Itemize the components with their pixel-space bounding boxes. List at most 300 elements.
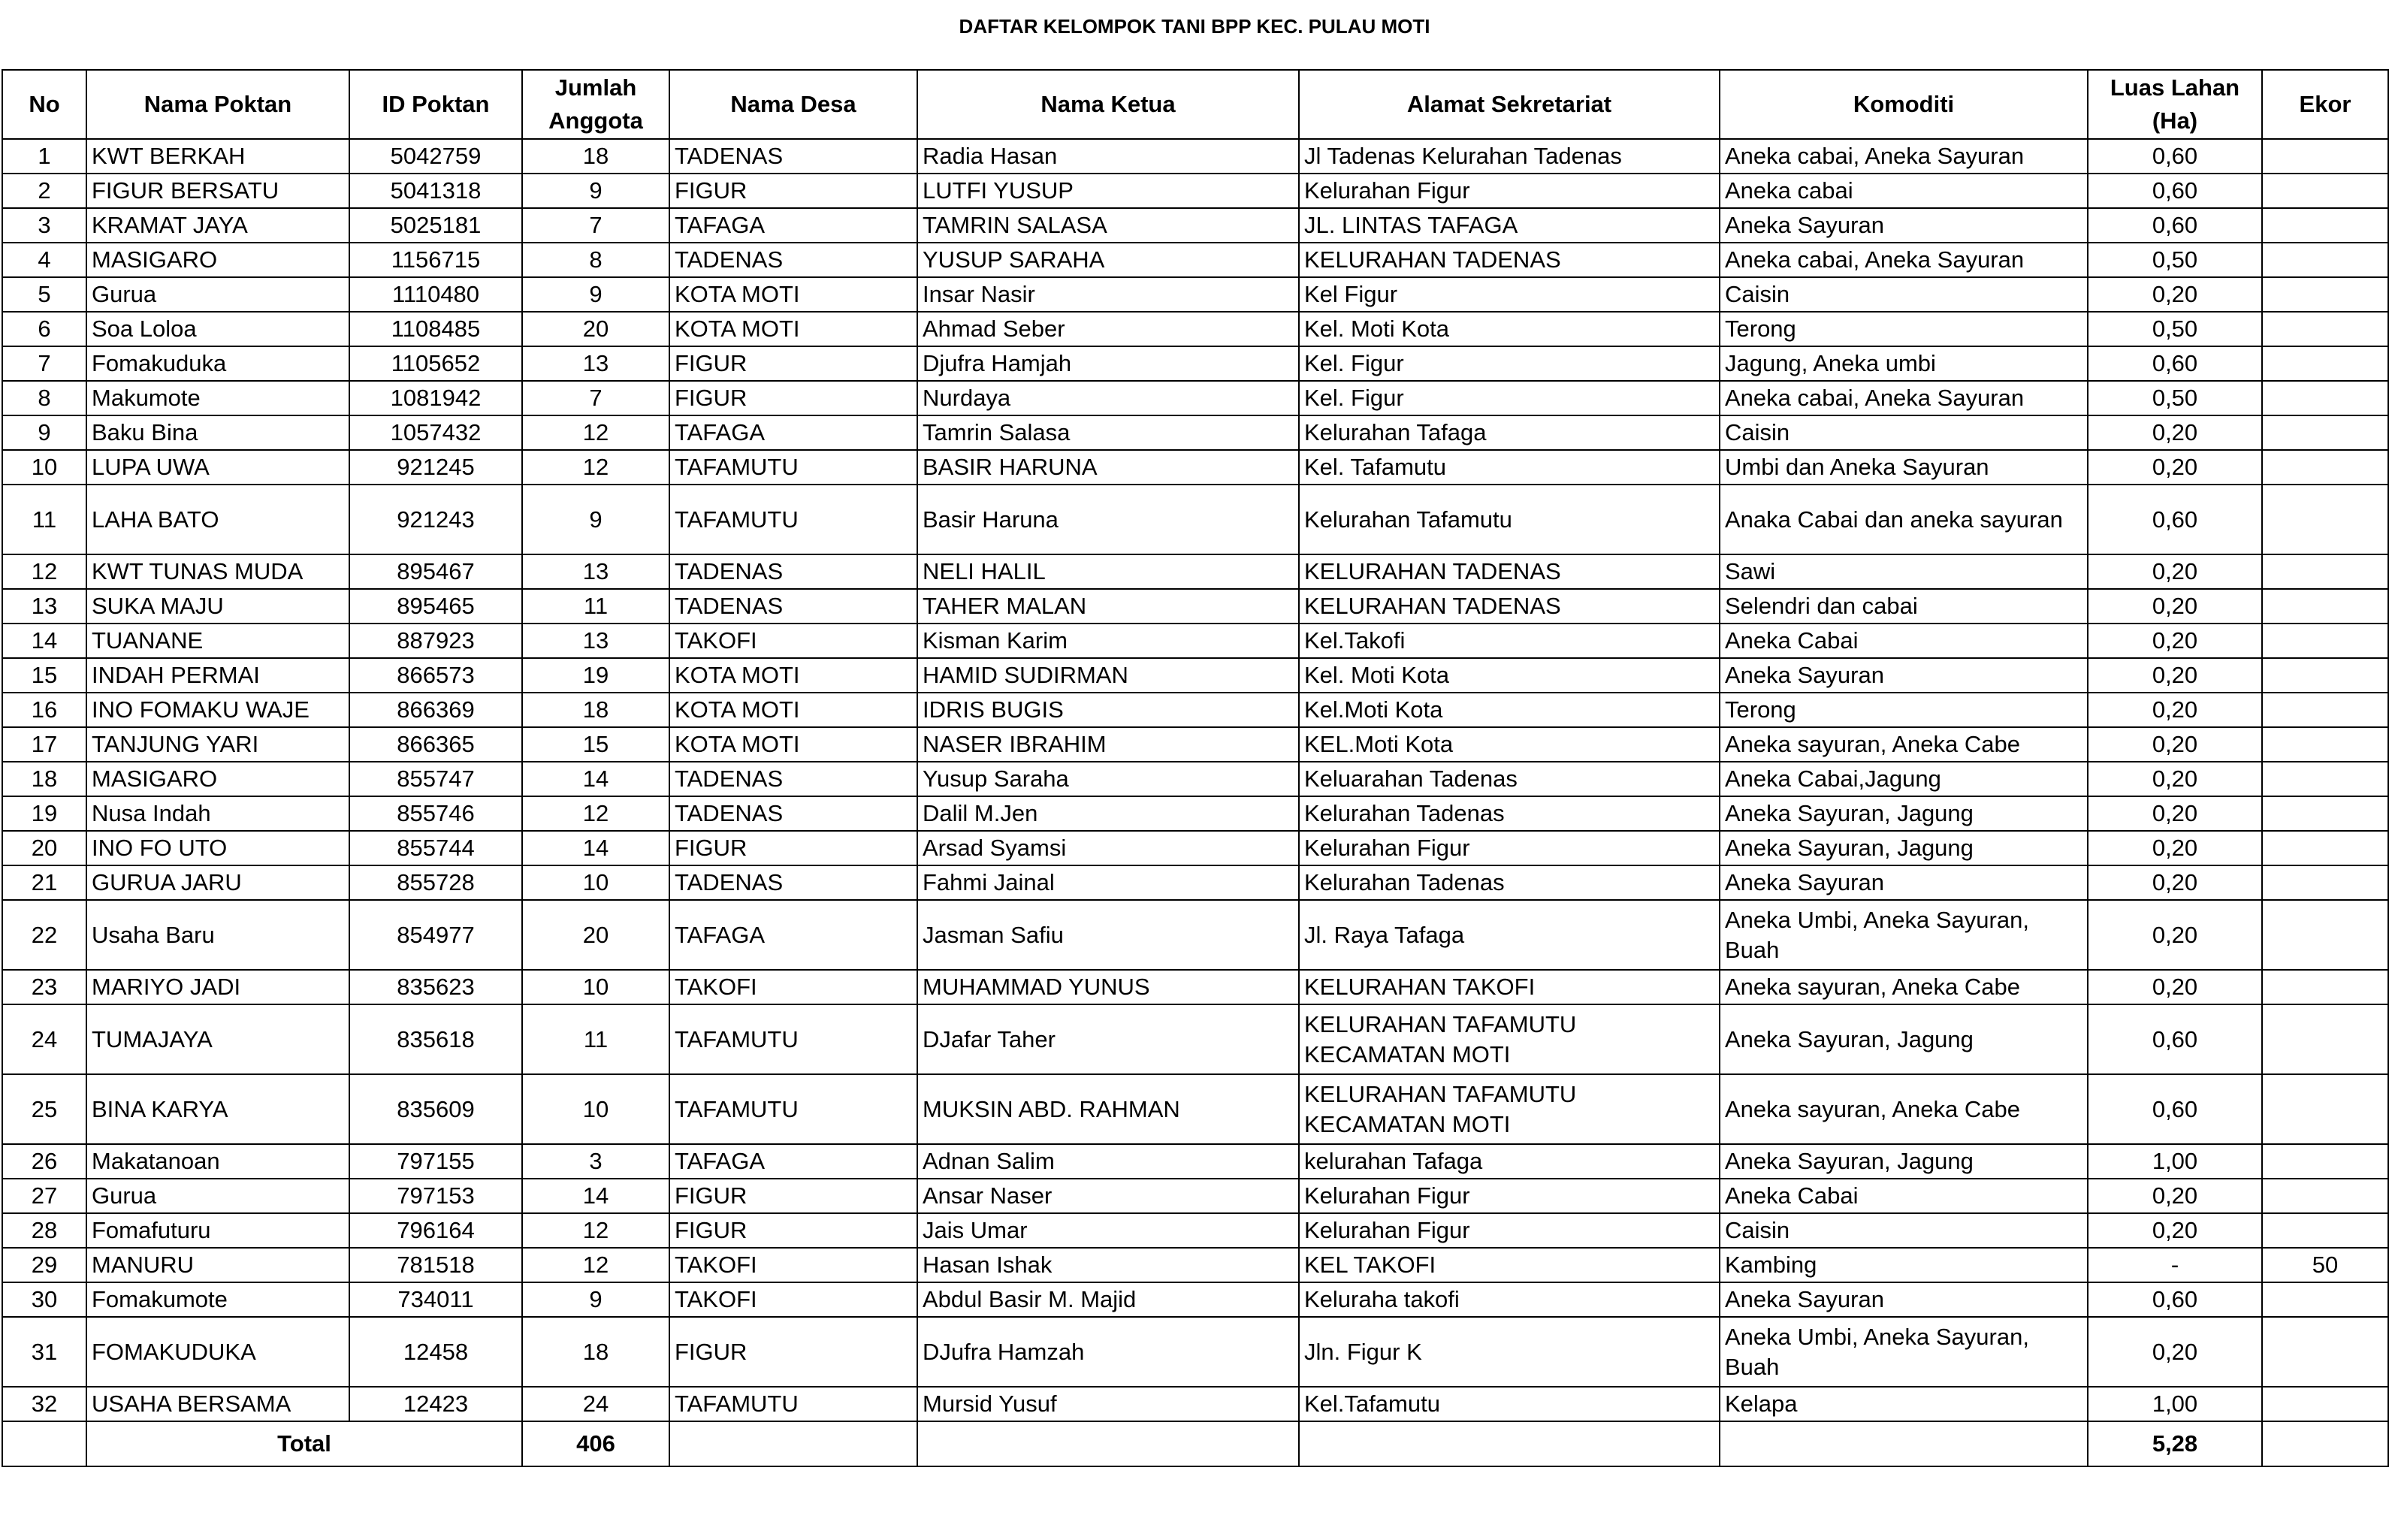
cell-jumlah-anggota: 19 — [522, 658, 669, 693]
total-empty-ekor — [2262, 1421, 2388, 1466]
cell-luas-lahan: 0,20 — [2088, 1179, 2262, 1213]
cell-luas-lahan: 0,60 — [2088, 208, 2262, 243]
cell-jumlah-anggota: 14 — [522, 762, 669, 796]
cell-luas-lahan: 0,20 — [2088, 589, 2262, 624]
cell-luas-lahan: 0,20 — [2088, 727, 2262, 762]
cell-luas-lahan: 0,60 — [2088, 1282, 2262, 1317]
cell-nama-poktan: INDAH PERMAI — [86, 658, 349, 693]
cell-id-poktan: 895467 — [349, 554, 522, 589]
cell-komoditi: Aneka Sayuran — [1720, 658, 2088, 693]
header-nama-ketua: Nama Ketua — [917, 70, 1299, 139]
cell-nama-poktan: FOMAKUDUKA — [86, 1317, 349, 1387]
cell-alamat-sekretariat: Kel. Figur — [1299, 381, 1720, 415]
cell-komoditi: Aneka Sayuran, Jagung — [1720, 1004, 2088, 1074]
cell-no: 27 — [2, 1179, 86, 1213]
cell-nama-poktan: MARIYO JADI — [86, 970, 349, 1004]
cell-nama-ketua: Dalil M.Jen — [917, 796, 1299, 831]
cell-jumlah-anggota: 18 — [522, 1317, 669, 1387]
cell-id-poktan: 1108485 — [349, 312, 522, 346]
table-row — [2, 208, 2388, 243]
cell-komoditi: Kambing — [1720, 1248, 2088, 1282]
cell-komoditi: Terong — [1720, 693, 2088, 727]
cell-komoditi: Aneka Sayuran, Jagung — [1720, 796, 2088, 831]
cell-komoditi: Aneka Sayuran, Jagung — [1720, 1144, 2088, 1179]
cell-jumlah-anggota: 18 — [522, 693, 669, 727]
cell-nama-desa: TAKOFI — [669, 624, 917, 658]
cell-nama-desa: KOTA MOTI — [669, 658, 917, 693]
table-row — [2, 1282, 2388, 1317]
cell-luas-lahan: 0,20 — [2088, 796, 2262, 831]
total-empty-desa — [669, 1421, 917, 1466]
cell-komoditi: Jagung, Aneka umbi — [1720, 346, 2088, 381]
header-luas-lahan — [2088, 70, 2262, 139]
cell-nama-poktan: Gurua — [86, 277, 349, 312]
cell-ekor — [2262, 865, 2388, 900]
cell-jumlah-anggota: 24 — [522, 1387, 669, 1421]
cell-nama-desa: FIGUR — [669, 346, 917, 381]
cell-jumlah-anggota: 13 — [522, 624, 669, 658]
table-row — [2, 900, 2388, 970]
cell-nama-ketua: DJufra Hamzah — [917, 1317, 1299, 1387]
cell-no: 10 — [2, 450, 86, 485]
cell-nama-desa: TADENAS — [669, 796, 917, 831]
cell-id-poktan: 895465 — [349, 589, 522, 624]
cell-jumlah-anggota: 12 — [522, 415, 669, 450]
total-empty-alamat — [1299, 1421, 1720, 1466]
cell-nama-desa: TADENAS — [669, 762, 917, 796]
cell-nama-ketua: Abdul Basir M. Majid — [917, 1282, 1299, 1317]
cell-no: 26 — [2, 1144, 86, 1179]
cell-no: 24 — [2, 1004, 86, 1074]
cell-luas-lahan: 0,50 — [2088, 243, 2262, 277]
cell-nama-desa: TAFAMUTU — [669, 450, 917, 485]
cell-id-poktan: 1110480 — [349, 277, 522, 312]
cell-nama-desa: TADENAS — [669, 554, 917, 589]
cell-id-poktan: 855744 — [349, 831, 522, 865]
cell-komoditi: Aneka Sayuran — [1720, 865, 2088, 900]
total-row — [2, 1421, 2388, 1466]
cell-alamat-sekretariat: Kel. Moti Kota — [1299, 312, 1720, 346]
cell-id-poktan: 12423 — [349, 1387, 522, 1421]
cell-no: 3 — [2, 208, 86, 243]
table-row — [2, 174, 2388, 208]
cell-nama-ketua: Yusup Saraha — [917, 762, 1299, 796]
cell-ekor — [2262, 485, 2388, 554]
cell-jumlah-anggota: 7 — [522, 208, 669, 243]
header-luas-line2: (Ha) — [2152, 107, 2198, 134]
cell-komoditi: Aneka sayuran, Aneka Cabe — [1720, 727, 2088, 762]
header-luas-line1: Luas Lahan — [2110, 74, 2240, 101]
cell-jumlah-anggota: 14 — [522, 1179, 669, 1213]
cell-nama-desa: TADENAS — [669, 589, 917, 624]
cell-jumlah-anggota: 20 — [522, 900, 669, 970]
table-row — [2, 1074, 2388, 1144]
cell-nama-desa: KOTA MOTI — [669, 312, 917, 346]
cell-komoditi: Aneka cabai, Aneka Sayuran — [1720, 243, 2088, 277]
table-row — [2, 346, 2388, 381]
cell-luas-lahan: 0,20 — [2088, 762, 2262, 796]
cell-no: 2 — [2, 174, 86, 208]
table-row — [2, 277, 2388, 312]
cell-nama-poktan: BINA KARYA — [86, 1074, 349, 1144]
cell-ekor — [2262, 831, 2388, 865]
cell-jumlah-anggota: 9 — [522, 277, 669, 312]
cell-nama-desa: TAFAGA — [669, 1144, 917, 1179]
cell-jumlah-anggota: 9 — [522, 174, 669, 208]
cell-id-poktan: 1057432 — [349, 415, 522, 450]
cell-ekor — [2262, 346, 2388, 381]
cell-nama-ketua: Insar Nasir — [917, 277, 1299, 312]
cell-alamat-sekretariat: KELURAHAN TAKOFI — [1299, 970, 1720, 1004]
cell-nama-poktan: MANURU — [86, 1248, 349, 1282]
cell-jumlah-anggota: 8 — [522, 243, 669, 277]
cell-id-poktan: 797155 — [349, 1144, 522, 1179]
cell-jumlah-anggota: 20 — [522, 312, 669, 346]
cell-nama-ketua: MUHAMMAD YUNUS — [917, 970, 1299, 1004]
total-no-cell — [2, 1421, 86, 1466]
table-row — [2, 970, 2388, 1004]
cell-ekor — [2262, 450, 2388, 485]
cell-nama-ketua: IDRIS BUGIS — [917, 693, 1299, 727]
cell-nama-desa: TAKOFI — [669, 1248, 917, 1282]
table-row — [2, 589, 2388, 624]
cell-nama-desa: TAFAGA — [669, 208, 917, 243]
cell-id-poktan: 797153 — [349, 1179, 522, 1213]
cell-luas-lahan: 0,20 — [2088, 277, 2262, 312]
cell-nama-ketua: TAHER MALAN — [917, 589, 1299, 624]
cell-nama-desa: TAFAMUTU — [669, 1074, 917, 1144]
cell-nama-poktan: SUKA MAJU — [86, 589, 349, 624]
cell-nama-desa: KOTA MOTI — [669, 277, 917, 312]
table-row — [2, 796, 2388, 831]
cell-luas-lahan: 0,60 — [2088, 1074, 2262, 1144]
cell-nama-ketua: NELI HALIL — [917, 554, 1299, 589]
cell-nama-poktan: Gurua — [86, 1179, 349, 1213]
cell-no: 9 — [2, 415, 86, 450]
cell-jumlah-anggota: 9 — [522, 1282, 669, 1317]
cell-ekor — [2262, 174, 2388, 208]
cell-jumlah-anggota: 12 — [522, 1213, 669, 1248]
cell-ekor — [2262, 208, 2388, 243]
cell-nama-poktan: KWT TUNAS MUDA — [86, 554, 349, 589]
cell-nama-ketua: Jais Umar — [917, 1213, 1299, 1248]
cell-id-poktan: 887923 — [349, 624, 522, 658]
cell-alamat-sekretariat: Kel. Figur — [1299, 346, 1720, 381]
table-row — [2, 415, 2388, 450]
cell-alamat-sekretariat: Kelurahan Figur — [1299, 1179, 1720, 1213]
cell-komoditi: Anaka Cabai dan aneka sayuran — [1720, 485, 2088, 554]
cell-jumlah-anggota: 10 — [522, 865, 669, 900]
cell-alamat-sekretariat: Kelurahan Tafaga — [1299, 415, 1720, 450]
cell-ekor — [2262, 970, 2388, 1004]
cell-komoditi: Aneka Cabai — [1720, 1179, 2088, 1213]
cell-no: 14 — [2, 624, 86, 658]
cell-jumlah-anggota: 10 — [522, 970, 669, 1004]
cell-no: 30 — [2, 1282, 86, 1317]
cell-nama-desa: FIGUR — [669, 831, 917, 865]
cell-komoditi: Kelapa — [1720, 1387, 2088, 1421]
cell-komoditi: Aneka Sayuran, Jagung — [1720, 831, 2088, 865]
cell-komoditi: Aneka Cabai — [1720, 624, 2088, 658]
cell-no: 18 — [2, 762, 86, 796]
cell-no: 5 — [2, 277, 86, 312]
cell-no: 4 — [2, 243, 86, 277]
cell-alamat-sekretariat: Kel. Tafamutu — [1299, 450, 1720, 485]
cell-no: 20 — [2, 831, 86, 865]
cell-alamat-sekretariat: KELURAHAN TADENAS — [1299, 243, 1720, 277]
cell-jumlah-anggota: 13 — [522, 554, 669, 589]
cell-id-poktan: 796164 — [349, 1213, 522, 1248]
cell-no: 25 — [2, 1074, 86, 1144]
table-row — [2, 1387, 2388, 1421]
cell-nama-desa: FIGUR — [669, 1179, 917, 1213]
cell-nama-poktan: TUMAJAYA — [86, 1004, 349, 1074]
cell-no: 22 — [2, 900, 86, 970]
cell-ekor — [2262, 1144, 2388, 1179]
cell-ekor — [2262, 1004, 2388, 1074]
cell-no: 21 — [2, 865, 86, 900]
cell-komoditi: Aneka Umbi, Aneka Sayuran, Buah — [1720, 1317, 2088, 1387]
cell-ekor — [2262, 693, 2388, 727]
cell-nama-ketua: LUTFI YUSUP — [917, 174, 1299, 208]
cell-nama-ketua: Radia Hasan — [917, 139, 1299, 174]
cell-luas-lahan: 0,60 — [2088, 346, 2262, 381]
cell-jumlah-anggota: 12 — [522, 450, 669, 485]
cell-komoditi: Aneka Sayuran — [1720, 1282, 2088, 1317]
cell-alamat-sekretariat: Kelurahan Tadenas — [1299, 865, 1720, 900]
cell-id-poktan: 12458 — [349, 1317, 522, 1387]
header-jumlah-line1: Jumlah — [554, 74, 637, 101]
header-jumlah-anggota — [522, 70, 669, 139]
cell-komoditi: Caisin — [1720, 1213, 2088, 1248]
cell-alamat-sekretariat: Keluraha takofi — [1299, 1282, 1720, 1317]
cell-id-poktan: 734011 — [349, 1282, 522, 1317]
cell-nama-poktan: USAHA BERSAMA — [86, 1387, 349, 1421]
cell-alamat-sekretariat: kelurahan Tafaga — [1299, 1144, 1720, 1179]
cell-ekor — [2262, 277, 2388, 312]
header-no: No — [2, 70, 86, 139]
cell-nama-ketua: Ansar Naser — [917, 1179, 1299, 1213]
cell-ekor — [2262, 589, 2388, 624]
cell-nama-desa: FIGUR — [669, 174, 917, 208]
cell-luas-lahan: - — [2088, 1248, 2262, 1282]
cell-komoditi: Umbi dan Aneka Sayuran — [1720, 450, 2088, 485]
cell-nama-ketua: NASER IBRAHIM — [917, 727, 1299, 762]
table-row — [2, 1317, 2388, 1387]
cell-nama-poktan: GURUA JARU — [86, 865, 349, 900]
cell-id-poktan: 855747 — [349, 762, 522, 796]
cell-no: 28 — [2, 1213, 86, 1248]
table-row — [2, 554, 2388, 589]
cell-komoditi: Aneka sayuran, Aneka Cabe — [1720, 1074, 2088, 1144]
cell-alamat-sekretariat: Jl Tadenas Kelurahan Tadenas — [1299, 139, 1720, 174]
cell-nama-poktan: Fomakumote — [86, 1282, 349, 1317]
cell-nama-poktan: Makumote — [86, 381, 349, 415]
cell-nama-poktan: Fomakuduka — [86, 346, 349, 381]
cell-nama-ketua: BASIR HARUNA — [917, 450, 1299, 485]
table-row — [2, 243, 2388, 277]
cell-nama-ketua: Kisman Karim — [917, 624, 1299, 658]
cell-ekor — [2262, 1282, 2388, 1317]
cell-no: 19 — [2, 796, 86, 831]
cell-ekor — [2262, 900, 2388, 970]
cell-nama-desa: FIGUR — [669, 1317, 917, 1387]
table-row — [2, 762, 2388, 796]
cell-id-poktan: 5041318 — [349, 174, 522, 208]
cell-no: 31 — [2, 1317, 86, 1387]
table-row — [2, 1004, 2388, 1074]
cell-luas-lahan: 0,20 — [2088, 970, 2262, 1004]
cell-nama-poktan: Nusa Indah — [86, 796, 349, 831]
table-row — [2, 1144, 2388, 1179]
cell-luas-lahan: 0,60 — [2088, 174, 2262, 208]
cell-jumlah-anggota: 18 — [522, 139, 669, 174]
cell-nama-ketua: Hasan Ishak — [917, 1248, 1299, 1282]
table-header-row — [2, 70, 2388, 139]
cell-jumlah-anggota: 13 — [522, 346, 669, 381]
table-row — [2, 831, 2388, 865]
header-nama-poktan: Nama Poktan — [86, 70, 349, 139]
cell-no: 12 — [2, 554, 86, 589]
cell-alamat-sekretariat: KELURAHAN TAFAMUTU KECAMATAN MOTI — [1299, 1074, 1720, 1144]
cell-komoditi: Aneka cabai — [1720, 174, 2088, 208]
cell-ekor — [2262, 415, 2388, 450]
cell-id-poktan: 854977 — [349, 900, 522, 970]
cell-id-poktan: 835618 — [349, 1004, 522, 1074]
header-id-poktan: ID Poktan — [349, 70, 522, 139]
cell-ekor — [2262, 243, 2388, 277]
cell-alamat-sekretariat: Kel.Moti Kota — [1299, 693, 1720, 727]
poktan-table — [2, 69, 2389, 1467]
cell-nama-poktan: TANJUNG YARI — [86, 727, 349, 762]
table-row — [2, 312, 2388, 346]
cell-nama-desa: TAKOFI — [669, 970, 917, 1004]
total-jumlah: 406 — [522, 1421, 669, 1466]
cell-ekor — [2262, 1179, 2388, 1213]
cell-jumlah-anggota: 10 — [522, 1074, 669, 1144]
header-komoditi: Komoditi — [1720, 70, 2088, 139]
cell-alamat-sekretariat: Kel.Tafamutu — [1299, 1387, 1720, 1421]
cell-nama-desa: TADENAS — [669, 243, 917, 277]
cell-id-poktan: 1081942 — [349, 381, 522, 415]
cell-luas-lahan: 0,60 — [2088, 139, 2262, 174]
cell-nama-poktan: LAHA BATO — [86, 485, 349, 554]
cell-alamat-sekretariat: JL. LINTAS TAFAGA — [1299, 208, 1720, 243]
cell-no: 16 — [2, 693, 86, 727]
cell-nama-ketua: Mursid Yusuf — [917, 1387, 1299, 1421]
cell-ekor — [2262, 796, 2388, 831]
table-row — [2, 1248, 2388, 1282]
total-empty-komoditi — [1720, 1421, 2088, 1466]
cell-id-poktan: 5025181 — [349, 208, 522, 243]
cell-luas-lahan: 0,20 — [2088, 415, 2262, 450]
cell-nama-desa: TAFAGA — [669, 900, 917, 970]
cell-ekor — [2262, 554, 2388, 589]
table-row — [2, 450, 2388, 485]
cell-nama-ketua: Djufra Hamjah — [917, 346, 1299, 381]
cell-nama-desa: TADENAS — [669, 865, 917, 900]
cell-id-poktan: 855728 — [349, 865, 522, 900]
cell-komoditi: Aneka Sayuran — [1720, 208, 2088, 243]
cell-luas-lahan: 0,50 — [2088, 312, 2262, 346]
cell-no: 8 — [2, 381, 86, 415]
cell-luas-lahan: 0,60 — [2088, 1004, 2262, 1074]
cell-alamat-sekretariat: KEL TAKOFI — [1299, 1248, 1720, 1282]
cell-no: 6 — [2, 312, 86, 346]
cell-alamat-sekretariat: Kelurahan Tadenas — [1299, 796, 1720, 831]
cell-komoditi: Aneka Umbi, Aneka Sayuran, Buah — [1720, 900, 2088, 970]
header-ekor: Ekor — [2262, 70, 2388, 139]
cell-jumlah-anggota: 9 — [522, 485, 669, 554]
page-title: DAFTAR KELOMPOK TANI BPP KEC. PULAU MOTI — [959, 15, 1430, 38]
cell-ekor — [2262, 381, 2388, 415]
cell-nama-poktan: LUPA UWA — [86, 450, 349, 485]
cell-luas-lahan: 0,20 — [2088, 1213, 2262, 1248]
table-row — [2, 1179, 2388, 1213]
cell-komoditi: Selendri dan cabai — [1720, 589, 2088, 624]
cell-id-poktan: 1105652 — [349, 346, 522, 381]
cell-nama-desa: KOTA MOTI — [669, 727, 917, 762]
cell-id-poktan: 781518 — [349, 1248, 522, 1282]
cell-alamat-sekretariat: KEL.Moti Kota — [1299, 727, 1720, 762]
cell-luas-lahan: 0,20 — [2088, 554, 2262, 589]
cell-ekor — [2262, 762, 2388, 796]
cell-ekor — [2262, 1074, 2388, 1144]
cell-id-poktan: 855746 — [349, 796, 522, 831]
cell-nama-poktan: FIGUR BERSATU — [86, 174, 349, 208]
cell-nama-poktan: MASIGARO — [86, 762, 349, 796]
table-row — [2, 727, 2388, 762]
cell-ekor — [2262, 624, 2388, 658]
cell-alamat-sekretariat: Kelurahan Figur — [1299, 174, 1720, 208]
header-alamat-sekretariat: Alamat Sekretariat — [1299, 70, 1720, 139]
total-empty-ketua — [917, 1421, 1299, 1466]
cell-jumlah-anggota: 11 — [522, 1004, 669, 1074]
cell-luas-lahan: 0,20 — [2088, 450, 2262, 485]
cell-jumlah-anggota: 7 — [522, 381, 669, 415]
cell-nama-desa: KOTA MOTI — [669, 693, 917, 727]
cell-komoditi: Aneka sayuran, Aneka Cabe — [1720, 970, 2088, 1004]
cell-ekor: 50 — [2262, 1248, 2388, 1282]
cell-id-poktan: 921245 — [349, 450, 522, 485]
cell-id-poktan: 866573 — [349, 658, 522, 693]
cell-luas-lahan: 0,60 — [2088, 485, 2262, 554]
cell-nama-ketua: MUKSIN ABD. RAHMAN — [917, 1074, 1299, 1144]
cell-id-poktan: 835623 — [349, 970, 522, 1004]
cell-nama-desa: TADENAS — [669, 139, 917, 174]
cell-ekor — [2262, 1387, 2388, 1421]
cell-nama-poktan: Usaha Baru — [86, 900, 349, 970]
header-jumlah-line2: Anggota — [548, 107, 643, 134]
table-row — [2, 485, 2388, 554]
table-body — [2, 139, 2388, 1421]
cell-nama-poktan: Baku Bina — [86, 415, 349, 450]
cell-komoditi: Caisin — [1720, 277, 2088, 312]
cell-nama-ketua: Basir Haruna — [917, 485, 1299, 554]
cell-jumlah-anggota: 3 — [522, 1144, 669, 1179]
cell-no: 17 — [2, 727, 86, 762]
cell-ekor — [2262, 658, 2388, 693]
table-row — [2, 693, 2388, 727]
cell-no: 1 — [2, 139, 86, 174]
table-row — [2, 658, 2388, 693]
cell-nama-ketua: Adnan Salim — [917, 1144, 1299, 1179]
cell-ekor — [2262, 139, 2388, 174]
cell-alamat-sekretariat: Kel. Moti Kota — [1299, 658, 1720, 693]
cell-id-poktan: 866365 — [349, 727, 522, 762]
table-row — [2, 139, 2388, 174]
cell-nama-ketua: YUSUP SARAHA — [917, 243, 1299, 277]
